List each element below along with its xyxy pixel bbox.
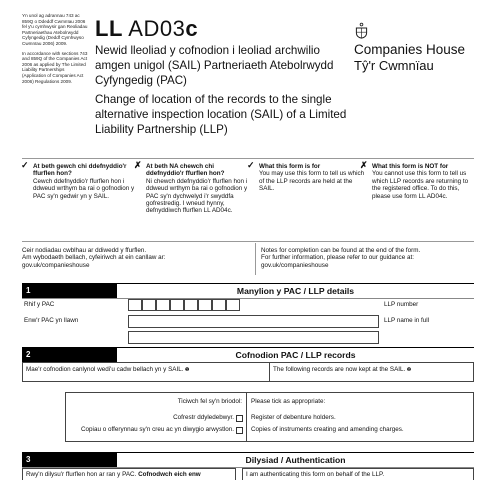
info-heading: What this form is for xyxy=(259,163,321,170)
form-code-prefix: LL xyxy=(95,16,123,41)
authentication-box-en xyxy=(242,468,474,480)
info-heading: At beth NA chewch chi ddefnyddio'r ffurflen hon? xyxy=(146,163,225,178)
cross-icon: ✗ xyxy=(360,160,368,170)
records-header-row xyxy=(22,362,474,382)
llp-number-cell[interactable] xyxy=(184,299,198,311)
note-marker-icon: ❶ xyxy=(183,367,190,373)
llp-name-label-cy: Enw'r PAC yn llawn xyxy=(24,317,79,324)
crest-icon xyxy=(353,22,370,39)
info-body: Cewch ddefnyddio'r ffurflen hon i ddweud wrthym ba rai o gofnodion y PAC sy'n gedwir yn y SAIL. xyxy=(33,177,135,200)
instruments-copies-checkbox[interactable] xyxy=(236,427,243,434)
completion-notes-en xyxy=(261,247,473,269)
tick-instruction-en: Please tick as appropriate: xyxy=(251,398,326,405)
llp-number-cell[interactable] xyxy=(198,299,212,311)
authentication-text-cy: Rwy'n dilysu'r ffurflen hon ar ran y PAC. Cofnodwch eich enw xyxy=(26,471,201,478)
check-icon: ✓ xyxy=(247,160,255,170)
llp-number-cell[interactable] xyxy=(226,299,240,311)
section-number: 2 xyxy=(22,348,117,362)
llp-number-input[interactable] xyxy=(128,299,240,311)
llp-number-cell[interactable] xyxy=(128,299,142,311)
section-number: 1 xyxy=(22,284,117,298)
form-code-number: AD03 xyxy=(122,16,186,41)
legislation-note xyxy=(22,13,88,88)
header-divider xyxy=(22,158,474,159)
form-code-suffix: c xyxy=(185,16,199,41)
completion-notes-cy xyxy=(22,247,248,269)
section-title: Dilysiad / Authentication xyxy=(245,455,346,465)
check-icon: ✓ xyxy=(21,160,29,170)
notes-line: Notes for completion can be found at the end of the form. xyxy=(261,247,421,254)
llp-name-input-line-2[interactable] xyxy=(128,331,379,344)
form-title-en: Change of location of the records to the single alternative inspection location (SAIL) of a Limited Liability Partnership (LLP) xyxy=(95,93,347,136)
debenture-register-checkbox[interactable] xyxy=(236,415,243,422)
info-use-en xyxy=(247,160,365,193)
records-statement-cy: Mae'r cofnodion canlynol wedi'u cadw bellach yn y SAIL. ❶ xyxy=(26,366,190,373)
notes-line: Ceir nodiadau cwblhau ar ddiwedd y ffurflen. xyxy=(22,247,147,254)
info-body: You cannot use this form to tell us which LLP records are returning to the registered office. To do this, please use form LL AD04c. xyxy=(372,170,469,200)
llp-name-label-en: LLP name in full xyxy=(384,317,430,324)
records-options-box xyxy=(65,392,474,442)
debenture-label-en: Register of debenture holders. xyxy=(251,414,336,421)
info-use-cy xyxy=(21,160,139,200)
section-1-header xyxy=(22,283,474,299)
info-not-use-en xyxy=(360,160,478,200)
section-2-header xyxy=(22,347,474,363)
info-body: Ni chewch ddefnyddio'r ffurflen hon i ddweud wrthym ba rai o gofnodion y PAC sy'n dychwelyd i'r swyddfa gofrestredig. I wneud hynny, defnyddiwch ffurflen LL AD04c. xyxy=(146,177,248,215)
instruments-label-cy: Copiau o offerynnau sy'n creu ac yn diwygio arwystlon. xyxy=(81,426,234,433)
llp-name-input-line-1[interactable] xyxy=(128,315,379,328)
companies-house-logo xyxy=(353,22,473,73)
llp-number-cell[interactable] xyxy=(170,299,184,311)
llp-number-label-en: LLP number xyxy=(384,301,419,308)
companies-house-name-cy: Tŷ'r Cwmnïau xyxy=(354,58,434,73)
form-title-cy: Newid lleoliad y cofnodion i leoliad archwilio amgen unigol (SAIL) Partneriaeth Atebolrwydd Cyfyngedig (PAC) xyxy=(95,44,334,87)
llp-number-cell[interactable] xyxy=(156,299,170,311)
info-heading: At beth gewch chi ddefnyddio'r ffurflen hon? xyxy=(33,163,127,178)
legislation-note-en: In accordance with sections 743 and 859Q of the Companies Act 2006 as applied by The Limited Liability Partnerships (Application of Companies Act 2006) Regulations 2009. xyxy=(22,50,88,84)
info-heading: What this form is NOT for xyxy=(372,163,449,170)
llp-number-cell[interactable] xyxy=(142,299,156,311)
tick-instruction-cy: Ticiwch fel sy'n briodol: xyxy=(177,398,242,405)
info-divider xyxy=(22,241,474,242)
notes-line: For further information, please refer to our guidance at: xyxy=(261,254,414,262)
guidance-link[interactable]: gov.uk/companieshouse xyxy=(22,261,90,269)
authentication-box-cy xyxy=(22,468,236,480)
info-not-use-cy xyxy=(134,160,252,215)
records-separator xyxy=(269,363,270,382)
legislation-note-cy: Yn unol ag adrannau 743 ac 859Q o Ddeddf Cwmnïau 2006 fel y'u cymhwysir gan Reoliadau Partneriaethau Atebolrwydd Cyfyngedig (Deddf Cymhwyso Cwmnïau 2006) 2009. xyxy=(22,13,88,46)
section-title: Cofnodion PAC / LLP records xyxy=(235,350,356,360)
section-3-header xyxy=(22,452,474,468)
info-body: You may use this form to tell us which of the LLP records are held at the SAIL. xyxy=(259,170,365,193)
instruments-label-en: Copies of instruments creating and amending charges. xyxy=(251,426,404,433)
options-separator xyxy=(246,393,247,442)
section-number: 3 xyxy=(22,453,117,467)
notes-separator xyxy=(255,243,256,275)
section-title: Manylion y PAC / LLP details xyxy=(236,286,355,296)
debenture-label-cy: Cofrestr ddyledebwyr. xyxy=(173,414,234,421)
llp-number-label-cy: Rhif y PAC xyxy=(24,301,55,308)
companies-house-name: Companies House xyxy=(354,42,466,57)
notes-line: Am wybodaeth bellach, cyfeiriwch at ein canllaw ar: xyxy=(22,254,166,262)
note-marker-icon: ❷ xyxy=(405,367,412,373)
llp-number-cell[interactable] xyxy=(212,299,226,311)
cross-icon: ✗ xyxy=(134,160,142,170)
form-code xyxy=(95,16,198,42)
guidance-link[interactable]: gov.uk/companieshouse xyxy=(261,261,329,269)
records-statement-en: The following records are now kept at the SAIL. ❷ xyxy=(273,366,412,373)
authentication-text-en: I am authenticating this form on behalf of the LLP. xyxy=(246,471,385,478)
